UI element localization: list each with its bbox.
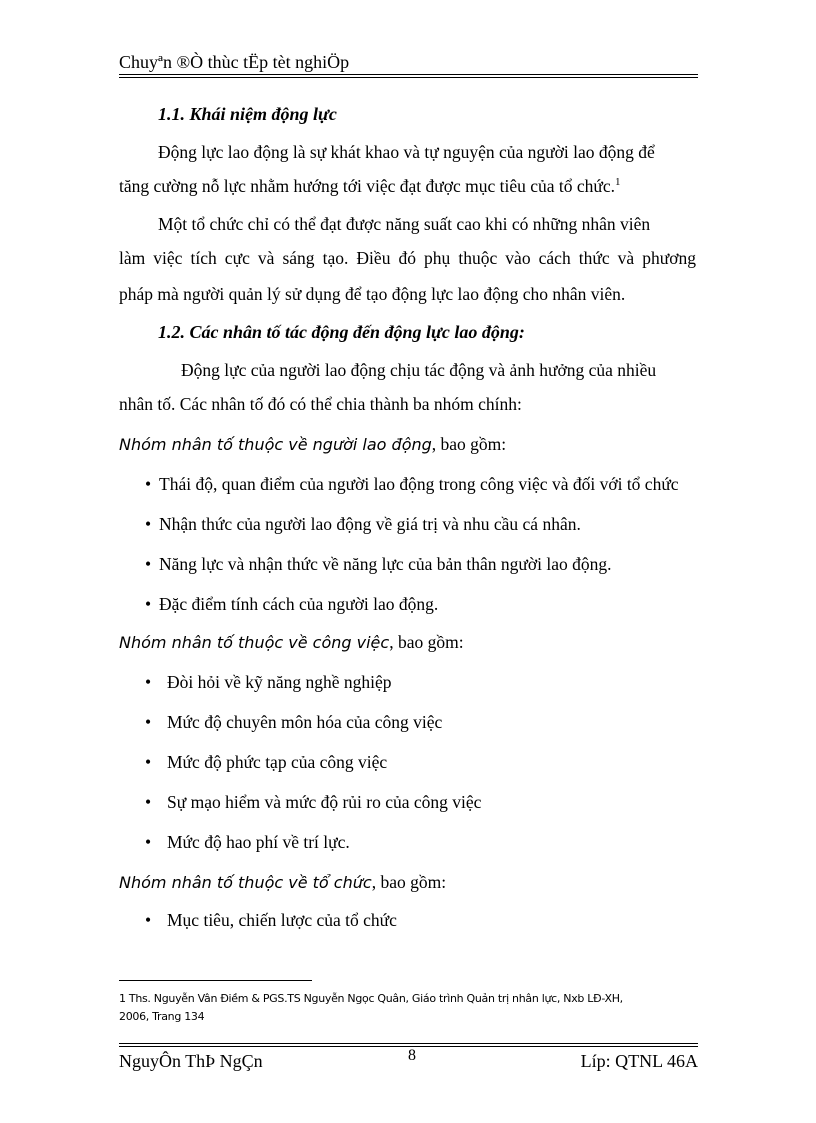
list-item: [145, 712, 442, 733]
paragraph-line: Động lực của người lao động chịu tác động và ảnh hưởng của nhiều: [181, 360, 657, 380]
group-title: Nhóm nhân tố thuộc về tổ chức: [119, 873, 372, 892]
list-item: [145, 672, 392, 693]
list-item: [145, 474, 679, 495]
list-item-text: Nhận thức của người lao động về giá trị và nhu cầu cá nhân.: [159, 514, 581, 534]
group-title: Nhóm nhân tố thuộc về người lao động: [119, 435, 432, 454]
bullet-icon: •: [145, 832, 152, 852]
paragraph-line: pháp mà người quản lý sử dụng để tạo động lực lao động cho nhân viên.: [119, 284, 626, 304]
footer-class: Líp: QTNL 46A: [580, 1051, 698, 1071]
footnote-ref: 1: [615, 176, 621, 188]
group-title-line: [119, 434, 506, 455]
list-item-text: Đặc điểm tính cách của người lao động.: [159, 594, 439, 614]
list-item: [145, 752, 387, 773]
list-item-text: Năng lực và nhận thức về năng lực của bản thân người lao động.: [159, 554, 612, 574]
bullet-icon: •: [145, 474, 152, 494]
list-item-text: Mức độ hao phí về trí lực.: [167, 832, 350, 852]
bullet-icon: •: [145, 910, 152, 930]
group-title: Nhóm nhân tố thuộc về công việc: [119, 633, 390, 652]
list-item-text: Mức độ phức tạp của công việc: [167, 752, 388, 772]
group-title-line: [119, 632, 464, 653]
footnote-line: 2006, Trang 134: [119, 1010, 205, 1023]
paragraph-line: [119, 176, 621, 197]
bullet-icon: •: [145, 514, 152, 534]
list-item: [145, 594, 438, 615]
header-rule-double: [119, 77, 698, 78]
list-item-text: Mục tiêu, chiến lược của tổ chức: [167, 910, 397, 930]
list-item: [145, 832, 350, 853]
paragraph-line: nhân tố. Các nhân tố đó có thể chia thành ba nhóm chính:: [119, 394, 522, 414]
list-item: [145, 910, 397, 931]
bullet-icon: •: [145, 792, 152, 812]
footer-rule: [119, 1043, 698, 1044]
bullet-icon: •: [145, 672, 152, 692]
paragraph-line: Động lực lao động là sự khát khao và tự nguyện của người lao động để: [158, 142, 655, 162]
page-number: 8: [408, 1047, 416, 1064]
paragraph-text: tăng cường nỗ lực nhằm hướng tới việc đạt được mục tiêu của tổ chức.: [119, 176, 616, 196]
bullet-icon: •: [145, 594, 152, 614]
bullet-icon: •: [145, 554, 152, 574]
list-item-text: Sự mạo hiểm và mức độ rủi ro của công việc: [167, 792, 482, 812]
header-rule: [119, 74, 698, 75]
list-item-text: Đòi hỏi về kỹ năng nghề nghiệp: [167, 672, 392, 692]
page-header: Chuyªn ®Ò thùc tËp tèt nghiÖp: [119, 52, 350, 72]
group-title-line: [119, 872, 446, 893]
section-heading-1-1: 1.1. Khái niệm động lực: [158, 104, 337, 124]
section-heading-1-2: 1.2. Các nhân tố tác động đến động lực lao động:: [158, 322, 525, 342]
list-item: [145, 792, 481, 813]
footnote-line: 1 Ths. Nguyễn Vân Điềm & PGS.TS Nguyễn Ngọc Quân, Giáo trình Quản trị nhân lực, Nxb LĐ-XH,: [119, 992, 623, 1005]
list-item-text: Thái độ, quan điểm của người lao động trong công việc và đối với tổ chức: [159, 474, 679, 494]
list-item: [145, 514, 581, 535]
group-suffix: , bao gồm:: [431, 434, 507, 454]
list-item: [145, 554, 611, 575]
list-item-text: Mức độ chuyên môn hóa của công việc: [167, 712, 443, 732]
footer-author: NguyÔn ThÞ NgÇn: [119, 1051, 263, 1071]
footnote-rule: [119, 980, 312, 981]
paragraph-line: Một tổ chức chỉ có thể đạt được năng suất cao khi có những nhân viên: [158, 214, 651, 234]
bullet-icon: •: [145, 712, 152, 732]
group-suffix: , bao gồm:: [371, 872, 447, 892]
bullet-icon: •: [145, 752, 152, 772]
footnote: [119, 990, 679, 1026]
group-suffix: , bao gồm:: [389, 632, 464, 652]
paragraph-line: làm việc tích cực và sáng tạo. Điều đó phụ thuộc vào cách thức và phương: [119, 248, 696, 268]
